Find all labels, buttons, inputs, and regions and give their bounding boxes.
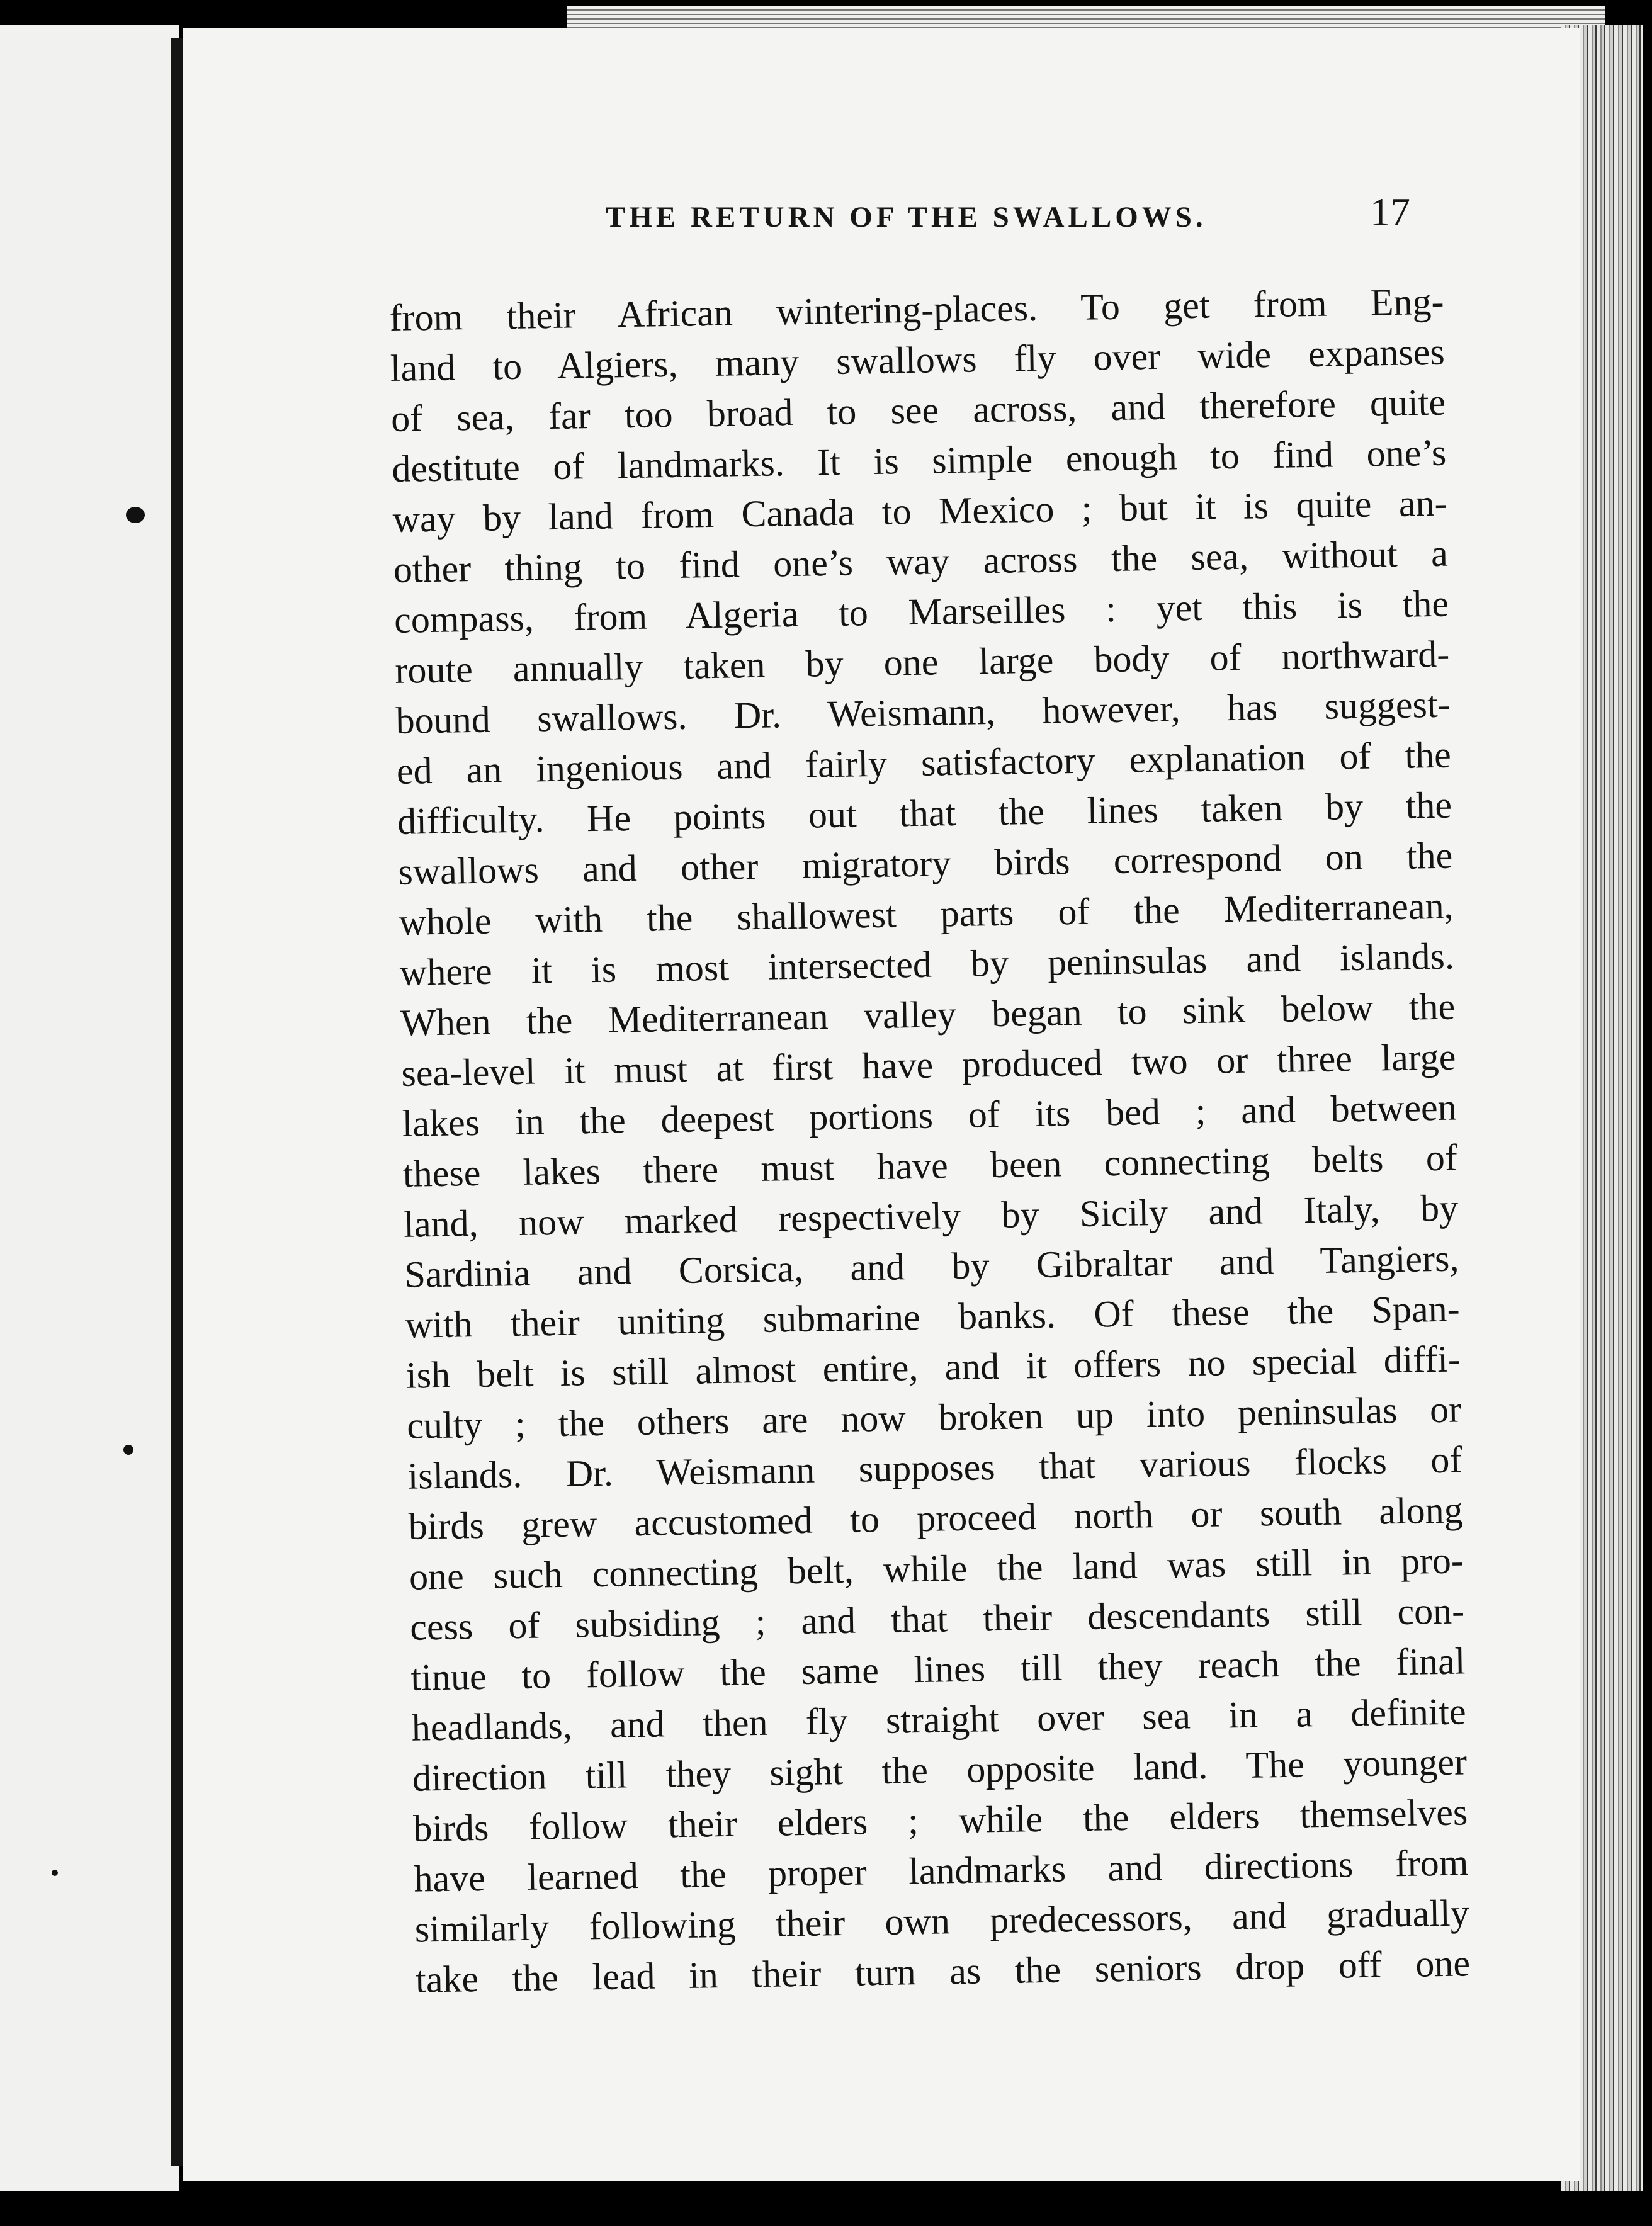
facing-page-edge	[0, 25, 179, 2191]
text-line: similarly following their own predecessors, and gradually	[414, 1892, 1470, 1950]
margin-mark	[126, 507, 145, 523]
text-line: take the lead in their turn as the seniors drop off one	[415, 1942, 1471, 2001]
text-line: with their uniting submarine banks. Of these the Span-	[405, 1287, 1461, 1346]
text-line: of sea, far too broad to see across, and therefore quite	[390, 381, 1446, 439]
text-line: difficulty. He points out that the lines taken by the	[397, 784, 1452, 842]
text-line: cess of subsiding ; and that their descendants still con-	[409, 1590, 1465, 1648]
text-line: ed an ingenious and fairly satisfactory explanation of the	[396, 733, 1452, 792]
page-number: 17	[1370, 189, 1410, 234]
text-line: other thing to find one’s way across the sea, without a	[393, 532, 1449, 590]
text-line: birds follow their elders ; while the elders themselves	[412, 1791, 1468, 1850]
text-line: land to Algiers, many swallows fly over wide expanses	[390, 331, 1445, 389]
text-line: land, now marked respectively by Sicily and Italy, by	[403, 1187, 1459, 1245]
text-line: ish belt is still almost entire, and it offers no special diffi-	[405, 1338, 1461, 1396]
text-line: bound swallows. Dr. Weismann, however, has suggest-	[395, 683, 1451, 742]
text-line: When the Mediterranean valley began to sink below the	[400, 985, 1456, 1044]
text-line: route annually taken by one large body of northward-	[394, 633, 1450, 691]
text-line: where it is most intersected by peninsulas and islands.	[399, 935, 1455, 993]
text-line: whole with the shallowest parts of the Mediterranean,	[399, 884, 1454, 943]
text-line: lakes in the deepest portions of its bed ; and between	[402, 1086, 1457, 1144]
text-line: compass, from Algeria to Marseilles : yet this is the	[393, 582, 1449, 641]
text-line: Sardinia and Corsica, and by Gibraltar and Tangiers,	[404, 1237, 1459, 1296]
text-line: direction till they sight the opposite land. The younger	[412, 1741, 1468, 1799]
text-line: these lakes there must have been connecting belts of	[402, 1136, 1458, 1195]
text-line: culty ; the others are now broken up into peninsulas or	[406, 1388, 1462, 1447]
page-top-edges	[567, 6, 1605, 31]
margin-mark	[52, 1870, 58, 1876]
text-line: have learned the proper landmarks and directions from	[414, 1841, 1469, 1900]
text-line: destitute of landmarks. It is simple enough to find one’s	[391, 431, 1447, 490]
binding-gutter	[171, 38, 183, 2166]
text-line: islands. Dr. Weismann supposes that various flocks of	[407, 1438, 1462, 1497]
text-line: sea-level it must at first have produced two or three large	[400, 1036, 1456, 1094]
body-text	[389, 276, 1471, 2005]
margin-mark	[123, 1445, 133, 1455]
text-line: from their African wintering-places. To get from Eng-	[389, 280, 1444, 339]
running-head: THE RETURN OF THE SWALLOWS.	[606, 201, 1207, 234]
text-line: swallows and other migratory birds correspond on the	[397, 834, 1453, 893]
text-line: headlands, and then fly straight over sea in a definite	[411, 1690, 1467, 1749]
text-line: tinue to follow the same lines till they reach the final	[410, 1640, 1466, 1698]
text-line: way by land from Canada to Mexico ; but it is quite an-	[392, 482, 1447, 540]
text-line: one such connecting belt, while the land was still in pro-	[409, 1539, 1464, 1598]
text-line: birds grew accustomed to proceed north or south along	[408, 1489, 1464, 1547]
